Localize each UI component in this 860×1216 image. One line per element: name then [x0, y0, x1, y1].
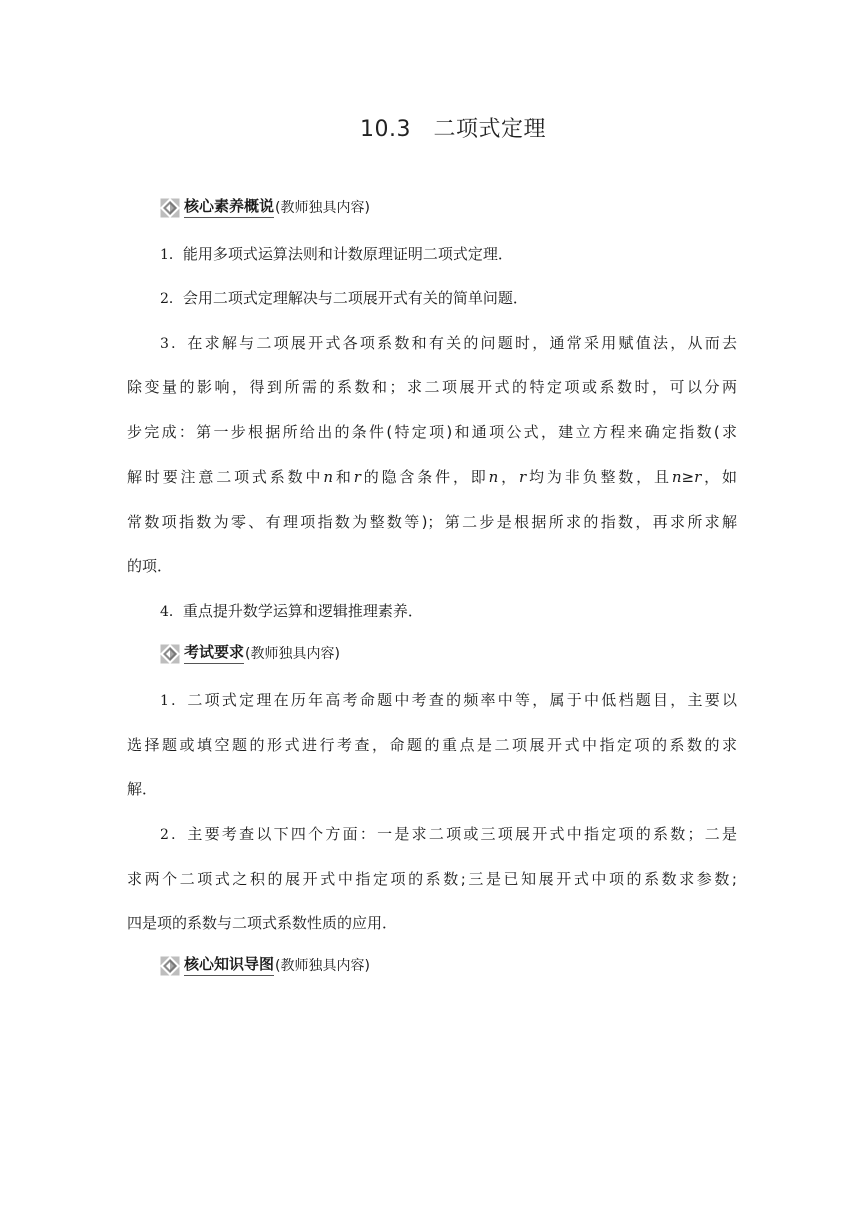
- list-item: 1．能用多项式运算法则和计数原理证明二项式定理．: [160, 245, 513, 263]
- section-title: 核心素养概说: [184, 196, 274, 218]
- paragraph-line: 常数项指数为零、有理项指数为整数等)；第二步是根据所求的指数，再求所求解: [127, 513, 737, 531]
- section-note: (教师独具内容): [275, 200, 370, 216]
- paragraph-line: 选择题或填空题的形式进行考查，命题的重点是二项展开式中指定项的系数的求: [127, 736, 737, 754]
- paragraph-line: 解时要注意二项式系数中n和r的隐含条件，即n，r均为非负整数，且n≥r，如: [127, 468, 737, 486]
- section-heading-exam-requirements: [160, 638, 340, 664]
- paragraph-line: 的项．: [127, 557, 173, 575]
- page-title: 10.3 二项式定理: [360, 117, 546, 142]
- diamond-icon: [160, 198, 180, 218]
- section-title: 核心知识导图: [184, 954, 274, 976]
- section-title: 考试要求: [184, 642, 244, 664]
- paragraph-line: 1．二项式定理在历年高考命题中考查的频率中等，属于中低档题目，主要以: [160, 691, 737, 709]
- section-heading-core-literacy: [160, 192, 370, 218]
- section-heading-knowledge-map: [160, 950, 370, 976]
- section-note: (教师独具内容): [245, 646, 340, 662]
- paragraph-line: 除变量的影响，得到所需的系数和；求二项展开式的特定项或系数时，可以分两: [127, 378, 737, 396]
- list-item: 2．会用二项式定理解决与二项展开式有关的简单问题．: [160, 289, 528, 307]
- paragraph-line: 解．: [127, 780, 158, 798]
- diamond-icon: [160, 956, 180, 976]
- paragraph-line: 求两个二项式之积的展开式中指定项的系数;三是已知展开式中项的系数求参数;: [127, 870, 737, 888]
- paragraph-line: 2．主要考查以下四个方面：一是求二项或三项展开式中指定项的系数；二是: [160, 825, 737, 843]
- section-note: (教师独具内容): [275, 958, 370, 974]
- list-item: 4．重点提升数学运算和逻辑推理素养．: [160, 602, 423, 620]
- diamond-icon: [160, 644, 180, 664]
- paragraph-line: 3．在求解与二项展开式各项系数和有关的问题时，通常采用赋值法，从而去: [160, 334, 737, 352]
- paragraph-line: 四是项的系数与二项式系数性质的应用．: [127, 914, 398, 932]
- paragraph-line: 步完成：第一步根据所给出的条件(特定项)和通项公式，建立方程来确定指数(求: [127, 423, 737, 441]
